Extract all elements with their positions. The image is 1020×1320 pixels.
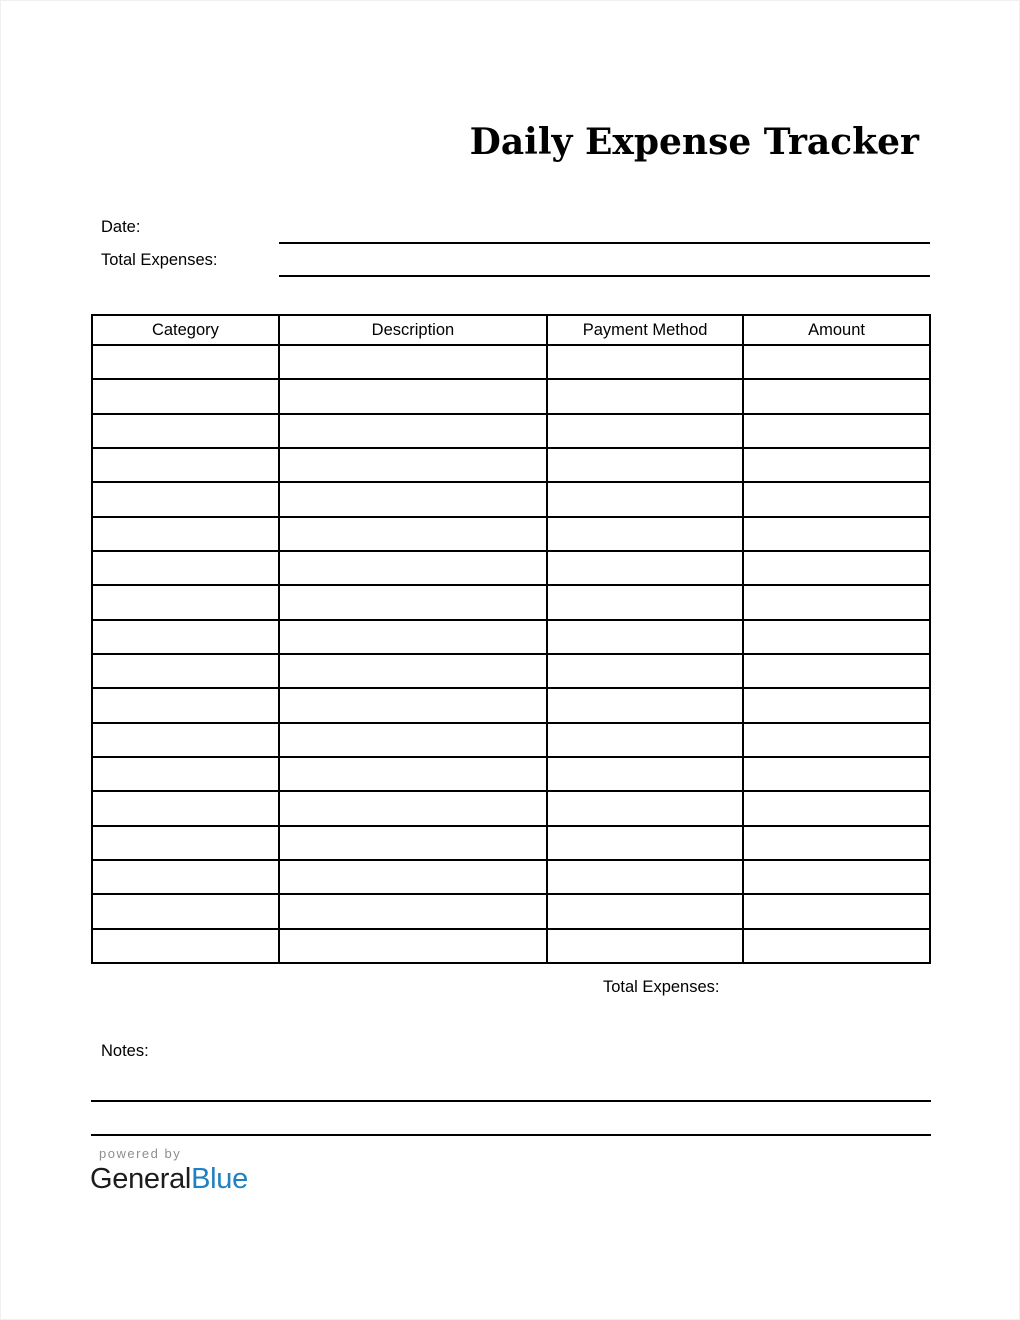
table-cell — [92, 414, 279, 448]
table-cell — [279, 654, 547, 688]
table-cell — [92, 688, 279, 722]
page-title: Daily Expense Tracker — [469, 121, 919, 163]
brand-logo — [90, 1162, 248, 1197]
table-cell — [547, 551, 743, 585]
table-cell — [547, 345, 743, 379]
table-row — [92, 723, 930, 757]
table-cell — [743, 723, 930, 757]
table-row — [92, 654, 930, 688]
table-cell — [547, 860, 743, 894]
table-row — [92, 345, 930, 379]
table-cell — [279, 894, 547, 928]
table-cell — [279, 723, 547, 757]
table-cell — [279, 757, 547, 791]
table-cell — [92, 654, 279, 688]
table-cell — [743, 654, 930, 688]
table-cell — [279, 791, 547, 825]
notes-label: Notes: — [101, 1042, 149, 1060]
table-row — [92, 688, 930, 722]
table-row — [92, 585, 930, 619]
table-row — [92, 448, 930, 482]
table-cell — [547, 517, 743, 551]
table-cell — [743, 757, 930, 791]
table-cell — [547, 894, 743, 928]
table-cell — [547, 826, 743, 860]
total-expenses-field-line — [279, 275, 930, 277]
table-cell — [92, 757, 279, 791]
table-row — [92, 379, 930, 413]
table-cell — [743, 860, 930, 894]
table-cell — [279, 345, 547, 379]
table-cell — [279, 482, 547, 516]
table-total-expenses-label: Total Expenses: — [603, 978, 720, 996]
table-cell — [743, 345, 930, 379]
table-cell — [279, 517, 547, 551]
table-cell — [92, 791, 279, 825]
table-cell — [92, 826, 279, 860]
table-cell — [547, 585, 743, 619]
table-cell — [547, 791, 743, 825]
table-header-row — [92, 315, 930, 345]
table-cell — [743, 791, 930, 825]
table-row — [92, 517, 930, 551]
table-cell — [743, 620, 930, 654]
table-cell — [279, 860, 547, 894]
table-cell — [547, 448, 743, 482]
column-header: Amount — [743, 315, 930, 345]
table-cell — [547, 654, 743, 688]
table-cell — [92, 585, 279, 619]
table-cell — [279, 448, 547, 482]
table-body — [92, 345, 930, 963]
table-cell — [743, 517, 930, 551]
brand-general-text: General — [90, 1163, 192, 1195]
table-cell — [279, 929, 547, 963]
table-cell — [92, 345, 279, 379]
table-cell — [279, 414, 547, 448]
table-cell — [92, 860, 279, 894]
table-cell — [743, 894, 930, 928]
table-cell — [279, 585, 547, 619]
table-cell — [279, 826, 547, 860]
table-row — [92, 894, 930, 928]
table-row — [92, 791, 930, 825]
notes-line — [91, 1134, 931, 1136]
table-cell — [92, 448, 279, 482]
column-header: Category — [92, 315, 279, 345]
table-cell — [743, 551, 930, 585]
table-cell — [547, 414, 743, 448]
table-cell — [743, 826, 930, 860]
table-cell — [92, 620, 279, 654]
table-cell — [92, 379, 279, 413]
table-cell — [547, 723, 743, 757]
table-cell — [92, 551, 279, 585]
table-row — [92, 620, 930, 654]
brand-blue-text: Blue — [191, 1163, 248, 1195]
table-cell — [743, 379, 930, 413]
table-cell — [743, 414, 930, 448]
table-cell — [743, 929, 930, 963]
table-row — [92, 757, 930, 791]
column-header: Payment Method — [547, 315, 743, 345]
table-cell — [547, 757, 743, 791]
table-cell — [92, 894, 279, 928]
table-cell — [279, 688, 547, 722]
table-cell — [743, 448, 930, 482]
table-cell — [279, 620, 547, 654]
table-cell — [743, 482, 930, 516]
table-row — [92, 929, 930, 963]
table-row — [92, 826, 930, 860]
column-header: Description — [279, 315, 547, 345]
table-cell — [92, 482, 279, 516]
table-cell — [92, 723, 279, 757]
powered-by-text: powered by — [99, 1146, 182, 1161]
table-cell — [92, 517, 279, 551]
table-row — [92, 482, 930, 516]
notes-line — [91, 1100, 931, 1102]
table-cell — [547, 688, 743, 722]
table-cell — [279, 379, 547, 413]
table-cell — [547, 620, 743, 654]
table-cell — [547, 929, 743, 963]
table-cell — [279, 551, 547, 585]
table-row — [92, 860, 930, 894]
table-cell — [743, 585, 930, 619]
table-cell — [547, 379, 743, 413]
date-label: Date: — [101, 218, 141, 236]
table-cell — [743, 688, 930, 722]
table-row — [92, 551, 930, 585]
table-cell — [547, 482, 743, 516]
expense-table — [91, 314, 931, 964]
table-cell — [92, 929, 279, 963]
table-row — [92, 414, 930, 448]
total-expenses-label: Total Expenses: — [101, 251, 218, 269]
date-field-line — [279, 242, 930, 244]
